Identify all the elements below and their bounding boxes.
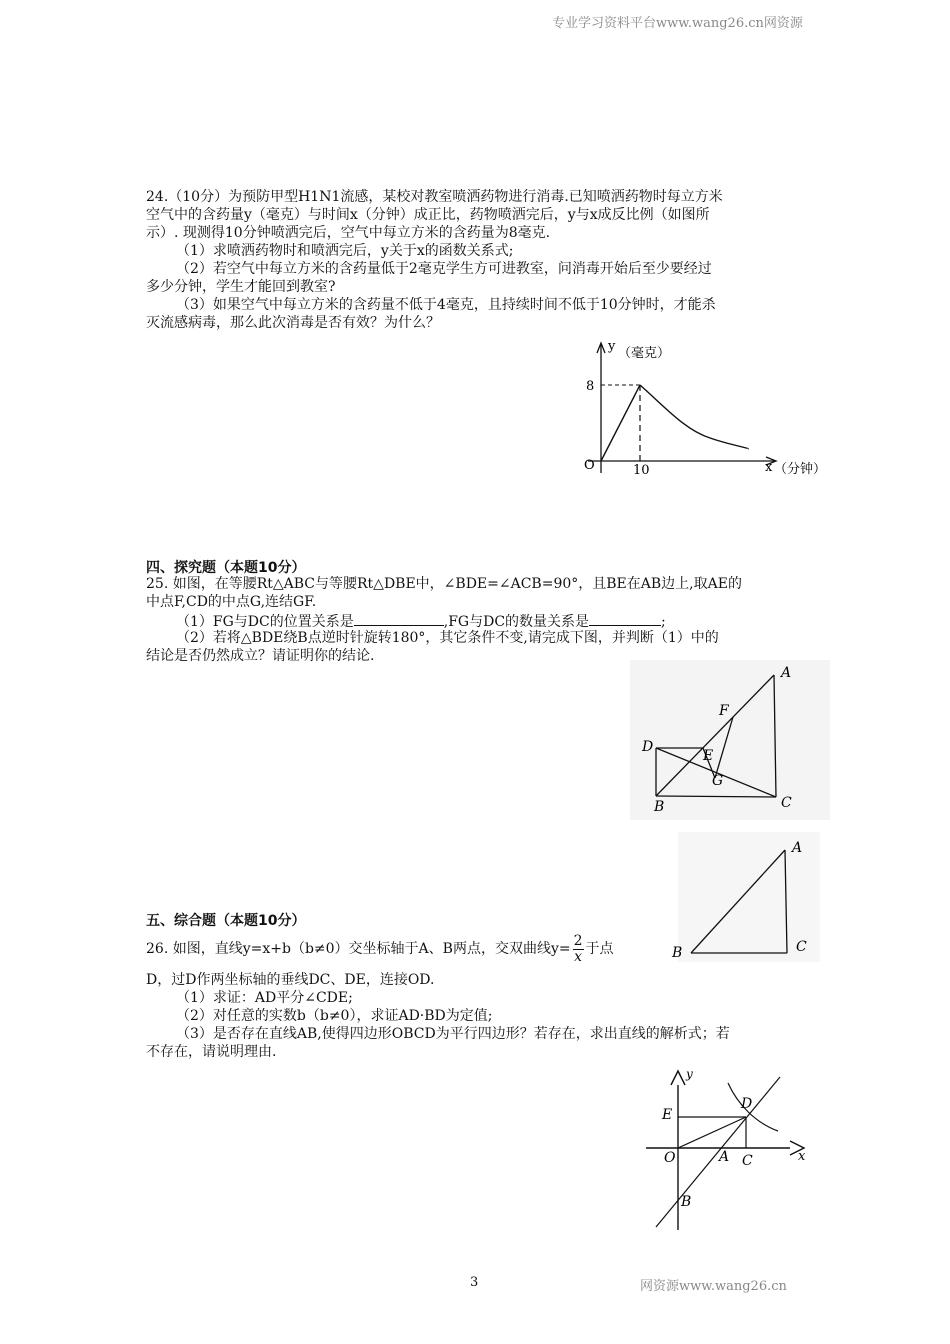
y-axis-label: y: [608, 339, 616, 354]
q26-part3a: （3）是否存在直线AB,使得四边形OBCD为平行四边形？若存在，求出直线的解析式；若: [176, 1026, 730, 1042]
q24-line2: 空气中的含药量y（毫克）与时间x（分钟）成正比，药物喷洒完后，y与x成反比例（如图所: [146, 207, 710, 223]
label-A: A: [792, 840, 803, 856]
page-header: 专业学习资料平台www.wang26.cn网资源: [552, 16, 803, 31]
section5-title: 五、综合题（本题10分）: [146, 913, 306, 929]
q25-part1-c: ;: [661, 614, 666, 630]
q25-line2: 中点F,CD的中点G,连结GF.: [146, 594, 317, 610]
answer-blank-1[interactable]: [354, 611, 444, 626]
fraction-denominator: x: [574, 948, 582, 965]
origin-label: O: [584, 458, 595, 473]
q26-line1-a: 26. 如图，直线y=x+b（b≠0）交坐标轴于A、B两点，交双曲线y=: [146, 941, 571, 957]
label-A: A: [781, 665, 792, 681]
label-O: O: [664, 1150, 676, 1166]
segment-OD: [678, 1117, 746, 1148]
q25-line1: 25. 如图，在等腰Rt△ABC与等腰Rt△DBE中，∠BDE=∠ACB=90°，且BE在AB边上,取AE的: [146, 576, 742, 592]
x-axis-label: x: [765, 460, 773, 475]
q25-part1-b: ,FG与DC的数量关系是: [443, 614, 590, 630]
q24-part2b: 多少分钟，学生才能回到教室?: [146, 279, 336, 295]
q26-line1: [146, 932, 614, 966]
q24-part1: （1）求喷洒药物时和喷洒完后，y关于x的函数关系式;: [176, 243, 514, 259]
q26-line1-b: 于点: [585, 941, 614, 957]
inverse-curve: [640, 385, 748, 449]
q26-fraction: [573, 934, 584, 965]
label-A: A: [719, 1149, 730, 1165]
hyperbola-curve: [728, 1083, 778, 1131]
q25-part1-a: （1）FG与DC的位置关系是: [176, 614, 354, 630]
q25-part2b: 结论是否仍然成立？请证明你的结论.: [146, 648, 375, 664]
q26-part1: （1）求证：AD平分∠CDE;: [176, 990, 353, 1006]
page-footer-site: 网资源www.wang26.cn: [640, 1279, 787, 1294]
q24-graph: [570, 335, 850, 485]
fraction-numerator: 2: [573, 932, 583, 949]
label-y: y: [686, 1067, 693, 1081]
peak-y-label: 8: [586, 379, 595, 394]
label-C: C: [796, 939, 807, 955]
peak-x-label: 10: [633, 463, 650, 478]
q24-part3b: 灭流感病毒，那么此次消毒是否有效？为什么？: [146, 315, 440, 331]
q25-figure-2: [660, 832, 820, 962]
x-unit-label: （分钟）: [774, 462, 827, 477]
answer-blank-2[interactable]: [589, 611, 661, 626]
label-C: C: [781, 795, 792, 811]
label-B: B: [654, 799, 665, 815]
label-D: D: [642, 739, 654, 755]
q25-part2a: （2）若将△BDE绕B点逆时针旋转180°，其它条件不变,请完成下图，并判断（1）中的: [176, 630, 719, 646]
label-E: E: [662, 1107, 673, 1123]
q24-line1: 24.（10分）为预防甲型H1N1流感，某校对教室喷洒药物进行消毒.已知喷洒药物时每立方米: [146, 189, 723, 205]
label-B: B: [681, 1194, 692, 1210]
q24-line3: 示）. 现测得10分钟喷洒完后，空气中每立方米的含药量为8毫克.: [146, 225, 551, 241]
label-B: B: [672, 945, 683, 961]
q26-part2: （2）对任意的实数b（b≠0），求证AD·BD为定值;: [176, 1008, 493, 1024]
label-F: F: [719, 703, 729, 719]
page-number: 3: [470, 1275, 479, 1290]
y-unit-label: （毫克）: [618, 346, 671, 361]
q26-part3b: 不存在，请说明理由.: [146, 1044, 277, 1060]
label-D: D: [741, 1096, 753, 1112]
label-E: E: [703, 748, 714, 764]
linear-segment: [601, 385, 640, 461]
q25-figure-1: [630, 660, 830, 820]
y-axis-arrow: [671, 1071, 685, 1085]
q26-line2: D，过D作两坐标轴的垂线DC、DE，连接OD.: [146, 972, 435, 988]
q25-part1: [176, 611, 666, 631]
section4-title: 四、探究题（本题10分）: [146, 560, 306, 576]
label-G: G: [712, 773, 724, 789]
q24-part2a: （2）若空气中每立方米的含药量低于2毫克学生方可进教室，问消毒开始后至少要经过: [176, 261, 712, 277]
label-C: C: [742, 1153, 753, 1169]
q26-figure: [638, 1065, 818, 1235]
q24-part3a: （3）如果空气中每立方米的含药量不低于4毫克，且持续时间不低于10分钟时，才能杀: [176, 297, 716, 313]
label-x: x: [798, 1149, 806, 1164]
